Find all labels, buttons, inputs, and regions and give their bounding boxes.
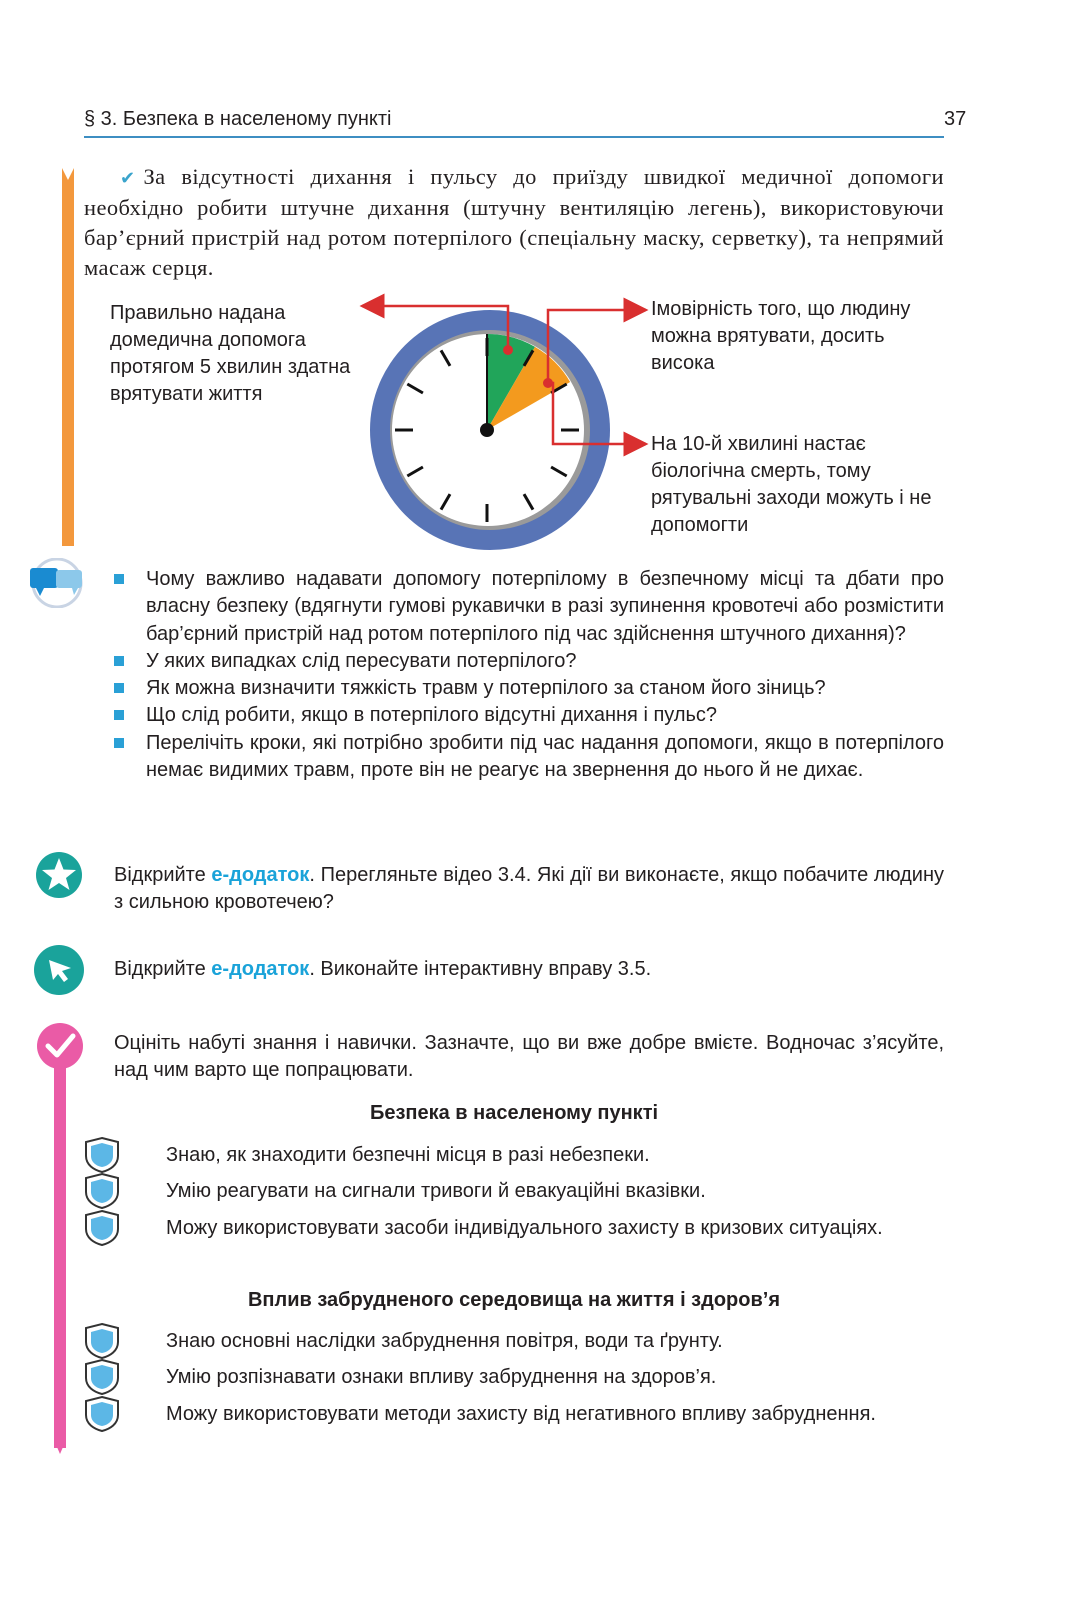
skill-item: Можу використовувати засоби індивідуального захисту в кризових ситуаціях. — [166, 1217, 883, 1239]
page-header-title: § 3. Безпека в населеному пункті — [84, 108, 392, 130]
badge-icon[interactable] — [82, 1209, 122, 1247]
task-video-pre: Відкрийте — [114, 864, 212, 886]
clock-center — [480, 423, 494, 437]
question-item: Як можна визначити тяжкість травм у потерпілого за станом його зіниць? — [114, 675, 944, 702]
page-number: 37 — [944, 108, 967, 130]
e-supplement-link[interactable]: е-додаток — [211, 864, 310, 886]
badge-icon[interactable] — [82, 1358, 122, 1396]
badge-icon[interactable] — [82, 1395, 122, 1433]
question-item: Чому важливо надавати допомогу потерпілому в безпечному місці та дбати про власну безпеку (вдягнути гумові рукавички в разі зупинення кровотечі або розмістити бар’єрний пристрій над ротом потерпілого під час здійснення штучного дихання)? — [114, 566, 944, 648]
skill-item: Можу використовувати методи захисту від негативного впливу забруднення. — [166, 1403, 876, 1425]
header-divider — [84, 136, 944, 138]
task-video — [114, 862, 944, 916]
question-item: У яких випадках слід пересувати потерпілого? — [114, 648, 944, 675]
caption-left: Правильно надана домедична допомога протягом 5 хвилин здатна врятувати життя — [110, 302, 351, 405]
question-item: Що слід робити, якщо в потерпілого відсутні дихання і пульс? — [114, 702, 944, 729]
task-video-post: . Перегляньте відео 3.4. Які дії ви виконаєте, якщо побачите людину з сильною кровотечею? — [114, 864, 944, 913]
orange-margin-bar — [62, 168, 74, 546]
skill-item: Знаю, як знаходити безпечні місця в разі небезпеки. — [166, 1144, 650, 1166]
checkmark-circle-icon — [36, 1022, 84, 1070]
star-icon — [34, 850, 84, 900]
intro-text: За відсутності дихання і пульсу до приїзду швидкої медичної допомоги необхідно робити штучне дихання (штучну вентиляцію легень), використовуючи бар’єрний пристрій над ротом потерпілого (спеціальну маску, серветку), та непрямий масаж серця. — [84, 164, 944, 280]
skill-item: Умію розпізнавати ознаки впливу забруднення на здоров’я. — [166, 1366, 717, 1388]
task-interactive-pre: Відкрийте — [114, 958, 212, 980]
intro-paragraph — [84, 162, 944, 283]
task-interactive-post: . Виконайте інтерактивну вправу 3.5. — [309, 958, 652, 980]
caption-right-bottom: На 10-й хвилині настає біологічна смерть, тому рятувальні заходи можуть і не допомогти — [651, 433, 932, 536]
discussion-icon — [28, 558, 86, 608]
caption-right-top: Імовірність того, що людину можна врятувати, досить висока — [651, 298, 911, 374]
questions-list — [114, 566, 944, 784]
skill-item: Знаю основні наслідки забруднення повітря, води та ґрунту. — [166, 1330, 723, 1352]
self-assessment-intro: Оцініть набуті знання і навички. Зазначте, що ви вже добре вмієте. Водночас з’ясуйте, над чим варто ще попрацювати. — [114, 1032, 944, 1081]
question-item: Перелічіть кроки, які потрібно зробити під час надання допомоги, якщо в потерпілого немає видимих травм, проте він не реагує на звернення до нього й не дихає. — [114, 730, 944, 785]
section-title-pollution: Вплив забрудненого середовища на життя і здоров’я — [247, 1289, 780, 1311]
pink-bar-tip — [54, 1440, 66, 1454]
badge-icon[interactable] — [82, 1322, 122, 1360]
checkmark-icon: ✔ — [120, 168, 136, 188]
section-title-safety: Безпека в населеному пункті — [369, 1102, 659, 1124]
task-interactive — [114, 956, 944, 983]
pink-margin-bar — [54, 1052, 66, 1448]
badge-icon[interactable] — [82, 1136, 122, 1174]
skill-item: Умію реагувати на сигнали тривоги й евакуаційні вказівки. — [166, 1180, 706, 1202]
e-supplement-link[interactable]: е-додаток — [211, 958, 310, 980]
cursor-click-icon — [33, 944, 85, 996]
orange-bar-notch — [62, 168, 74, 180]
clock-illustration — [356, 288, 656, 558]
badge-icon[interactable] — [82, 1172, 122, 1210]
